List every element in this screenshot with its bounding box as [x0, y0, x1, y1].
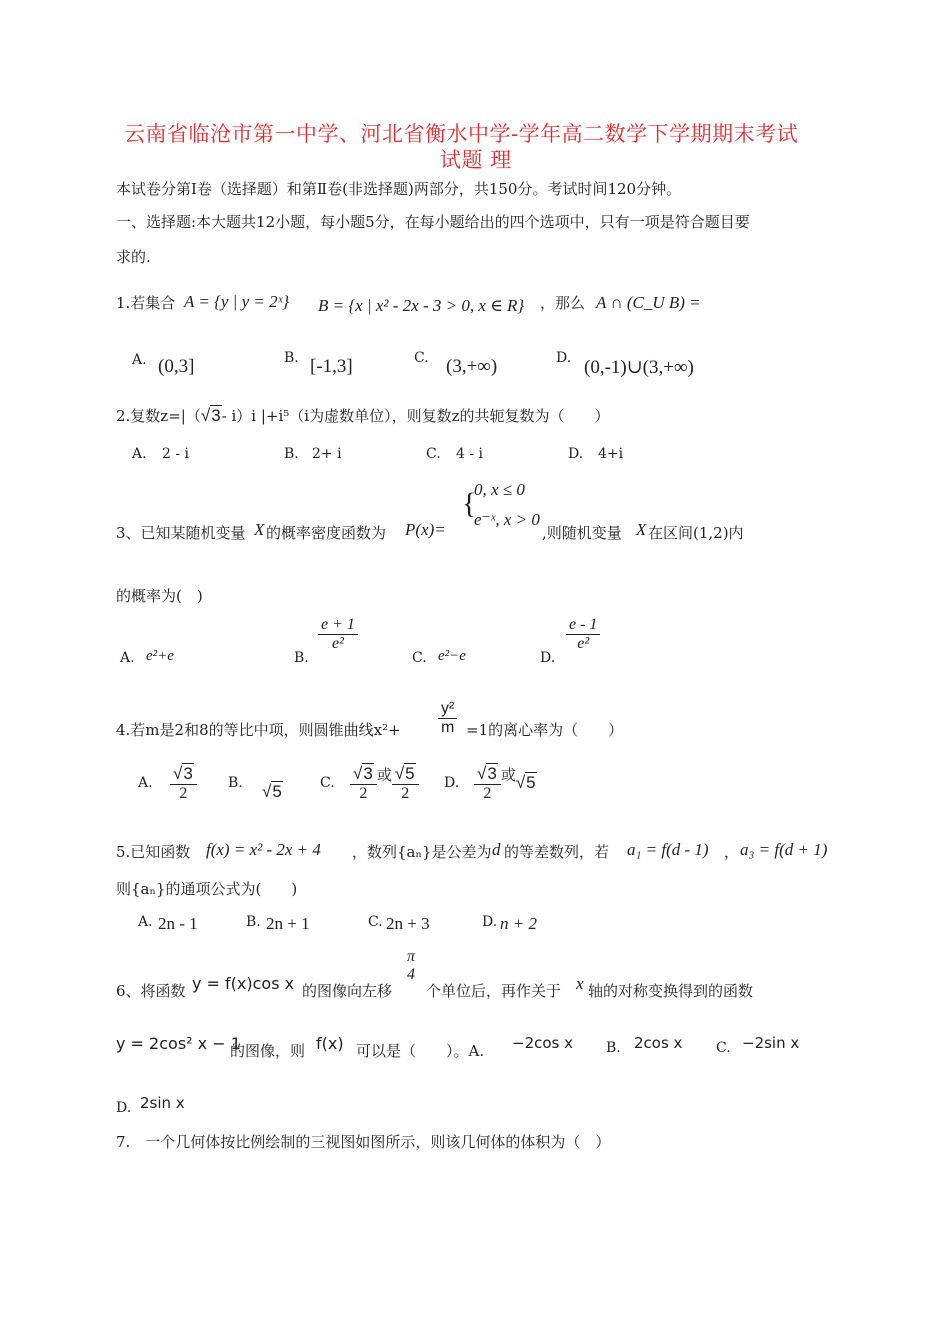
- section-heading-cont: 求的.: [116, 248, 151, 266]
- q5-option-b-label: B.: [246, 914, 261, 930]
- page-title: 云南省临沧市第一中学、河北省衡水中学-学年高二数学下学期期末考试: [124, 122, 799, 146]
- q1-set-b: B = {x | x² - 2x - 3 > 0, x ∈ R}: [318, 296, 525, 315]
- q6-option-b-label: B.: [606, 1040, 621, 1056]
- q7-text: 7. 一个几何体按比例绘制的三视图如图所示，则该几何体的体积为（ ）: [116, 1133, 611, 1151]
- section-heading: 一、选择题:本大题共12小题，每小题5分，在每小题给出的四个选项中，只有一项是符合题目要: [116, 213, 750, 231]
- q3-option-a: e²+e: [146, 648, 174, 664]
- q5-text-c: 的等差数列，若: [504, 843, 610, 861]
- q4-text-b: =1的离心率为（ ）: [466, 721, 624, 739]
- q5-line2: 则{aₙ}的通项公式为( ): [116, 880, 298, 898]
- q5-option-d: n + 2: [500, 914, 537, 933]
- q5-func: f(x) = x² - 2x + 4: [206, 840, 321, 859]
- q6-option-d: 2sin x: [140, 1094, 185, 1112]
- q3-option-b-label: B.: [294, 650, 309, 666]
- page-title-line2: 试题 理: [440, 148, 512, 172]
- q3-option-d-label: D.: [540, 650, 556, 666]
- q6-option-d-label: D.: [116, 1100, 132, 1116]
- q5-option-d-label: D.: [482, 914, 498, 930]
- q5-text-b: ，数列{aₙ}是公差为: [352, 843, 492, 861]
- q3-case2: e⁻ˣ, x > 0: [474, 510, 540, 529]
- q2-option-b: 2+ i: [312, 446, 342, 462]
- q3-line2: 的概率为( ): [116, 587, 203, 605]
- q6-option-b: 2cos x: [634, 1034, 683, 1052]
- q3-var2: X: [636, 520, 647, 539]
- q5-option-b: 2n + 1: [266, 914, 310, 933]
- q1-option-b-label: B.: [284, 350, 299, 366]
- q6-line2-text: 的图像，则: [230, 1042, 306, 1060]
- q3-case1: 0, x ≤ 0: [474, 480, 525, 499]
- q3-option-d-fraction: $\frac{e - 1}{\text{e²}}$: [566, 616, 600, 653]
- q2-option-c: 4 - i: [456, 446, 484, 462]
- q6-fx: f(x): [316, 1034, 344, 1053]
- q1-option-a-label: A.: [132, 352, 147, 368]
- q3-option-b-fraction: $\frac{e + 1}{\text{e²}}$: [318, 616, 358, 653]
- q1-option-a: (0,3]: [158, 356, 195, 377]
- q4-fraction: $\frac{\text{y²}}{m}$: [438, 700, 457, 737]
- q5-d: d: [492, 840, 501, 859]
- q6-option-c: −2sin x: [742, 1034, 800, 1052]
- q6-text-d: 轴的对称变换得到的函数: [588, 982, 754, 1000]
- q6-target-func: y = 2cos² x − 1: [116, 1034, 241, 1053]
- q2-line: [116, 405, 610, 426]
- q4-option-d-label: D.: [444, 775, 460, 791]
- q3-brace: {: [462, 487, 477, 520]
- q6-option-a: −2cos x: [512, 1034, 573, 1052]
- q5-cond2: a₃ = f(d + 1): [740, 840, 828, 859]
- q3-text-d: 在区间(1,2)内: [648, 524, 744, 542]
- q4-option-b: √5: [262, 782, 282, 801]
- q3-option-c-label: C.: [412, 650, 427, 666]
- q6-func: y = f(x)cos x: [192, 974, 295, 993]
- q3-option-a-label: A.: [120, 650, 135, 666]
- q2-option-d: 4+i: [598, 446, 624, 462]
- q4-option-c: $\frac{√3}{2}$ 或 $\frac{√5}{2}$: [350, 764, 419, 803]
- q2-sqrt: √3: [200, 406, 221, 425]
- q4-option-b-label: B.: [228, 775, 243, 791]
- q3-func: P(x)=: [405, 520, 446, 539]
- q3-option-c: e²−e: [438, 648, 466, 664]
- q2-option-a: 2 - i: [162, 446, 190, 462]
- q5-cond1: a₁ = f(d - 1): [627, 840, 709, 859]
- exam-intro: 本试卷分第Ⅰ卷（选择题）和第Ⅱ卷(非选择题)两部分，共150分。考试时间120分钟。: [116, 180, 682, 198]
- q1-option-b: [-1,3]: [310, 356, 353, 377]
- q3-text-b: 的概率密度函数为: [266, 524, 387, 542]
- q1-option-d-label: D.: [556, 350, 572, 366]
- q1-option-d: (0,-1)∪(3,+∞): [584, 357, 694, 378]
- q2-option-d-label: D.: [568, 446, 584, 462]
- q1-then: ，那么: [540, 294, 586, 312]
- q6-text-c: 个单位后，再作关于: [426, 982, 562, 1000]
- q2-text-a: 2.复数z=|（: [116, 407, 201, 425]
- q5-option-c-label: C.: [368, 914, 383, 930]
- q6-text-a: 6、将函数: [116, 982, 186, 1000]
- q6-axis: x: [576, 974, 584, 993]
- q5-option-a-label: A.: [138, 914, 153, 930]
- q1-option-c: (3,+∞): [446, 356, 498, 377]
- q6-fraction: π 4: [407, 948, 416, 983]
- q4-option-c-label: C.: [320, 775, 335, 791]
- q3-var: X: [254, 520, 265, 539]
- q6-line2-tail: 可以是（ ）。A.: [356, 1042, 485, 1060]
- q2-option-b-label: B.: [284, 446, 299, 462]
- q1-set-a: A = {y | y = 2ˣ}: [184, 292, 290, 311]
- q4-option-a: $\frac{√3}{2}$: [170, 764, 197, 803]
- q5-option-c: 2n + 3: [386, 914, 430, 933]
- q3-text-a: 3、已知某随机变量: [116, 524, 246, 542]
- q4-option-d: $\frac{√3}{2}$ 或√5: [474, 764, 537, 803]
- q5-text-a: 5.已知函数: [116, 843, 191, 861]
- q6-option-c-label: C.: [716, 1040, 731, 1056]
- q6-text-b: 的图像向左移: [302, 982, 393, 1000]
- q5-comma: ，: [724, 843, 740, 861]
- q4-option-a-label: A.: [138, 775, 153, 791]
- q2-option-c-label: C.: [426, 446, 441, 462]
- q4-text-a: 4.若m是2和8的等比中项，则圆锥曲线x²+: [116, 721, 401, 739]
- q5-option-a: 2n - 1: [158, 914, 198, 933]
- q2-text-b: - i）i |+i⁵（i为虚数单位），则复数z的共轭复数为（ ）: [221, 407, 610, 425]
- q3-text-c: ,则随机变量: [542, 524, 622, 542]
- q1-prefix: 1.若集合: [116, 294, 176, 312]
- q1-expr: A ∩ (C_U B) =: [596, 293, 701, 312]
- q2-option-a-label: A.: [132, 446, 147, 462]
- q1-option-c-label: C.: [414, 350, 429, 366]
